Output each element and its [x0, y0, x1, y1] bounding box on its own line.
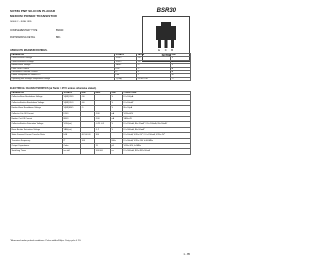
table-cell: -55 to +150 — [137, 77, 171, 80]
table-cell: V(BR)CBO — [63, 95, 81, 100]
table-cell: Cobo — [63, 143, 81, 148]
table-cell: hFE — [63, 133, 81, 138]
table-cell: -5 — [81, 106, 95, 111]
table-cell: VEBO — [115, 64, 137, 67]
table-cell: ns — [111, 149, 123, 154]
table-cell: Output Capacitance — [11, 143, 63, 148]
table-cell: VCEO — [115, 60, 137, 63]
table-cell: Power Dissipation at Tamb=25°C — [11, 74, 115, 77]
table-cell: VCBO — [115, 57, 137, 60]
table-cell: -90 — [137, 57, 171, 60]
table-cell: -0.25 -0.5 — [95, 122, 111, 127]
table-cell: 300 — [95, 133, 111, 138]
table-cell: Operating and Storage Temperature Range — [11, 77, 115, 80]
table-cell: ICBO — [63, 111, 81, 116]
abs-max-table — [10, 53, 191, 81]
spec-complementary — [10, 30, 64, 32]
table-cell: nA — [111, 111, 123, 116]
table-cell: VCB=-10V, f=1MHz — [123, 143, 191, 148]
table-cell: fT — [63, 138, 81, 143]
pin-b-label: B — [171, 49, 174, 52]
table-cell: Static Forward Current Transfer Ratio — [11, 133, 63, 138]
table-cell: V — [171, 64, 191, 67]
spec-value: BSR40 — [56, 30, 64, 32]
col-unit: UNIT — [171, 54, 191, 57]
table-cell: °C — [171, 77, 191, 80]
table-cell: 100 — [81, 138, 95, 143]
table-row — [11, 77, 191, 80]
table-cell: nA — [111, 116, 123, 121]
col-parameter: PARAMETER — [11, 54, 115, 57]
table-cell: Emitter-Base Voltage — [11, 64, 115, 67]
table-cell: IC=-500mA, IB=-50mA* — [123, 127, 191, 132]
table-cell: -1.2 — [95, 127, 111, 132]
table-cell: V(BR)EBO — [63, 106, 81, 111]
table-row — [11, 149, 191, 154]
table-cell: Collector-Base Voltage — [11, 57, 115, 60]
table-cell: -60 — [81, 100, 95, 105]
pin-b — [171, 40, 174, 48]
header-title — [10, 9, 57, 18]
table-cell: Collector-Emitter Voltage — [11, 60, 115, 63]
pin-e-label: E — [158, 49, 161, 52]
table-cell: ton toff — [63, 149, 81, 154]
table-cell: -1 — [137, 71, 171, 74]
package-tab — [161, 22, 171, 27]
table-cell: VCB=-60V — [123, 111, 191, 116]
col-unit: UNIT — [111, 92, 123, 95]
table-cell: Collector Cut-Off Current — [11, 111, 63, 116]
table-cell: VEB=-4V — [123, 116, 191, 121]
page-number: 1 - 85 — [183, 253, 190, 256]
spec-partmarking — [10, 37, 61, 39]
table-cell: V — [111, 106, 123, 111]
table-cell: IC=-100μA — [123, 95, 191, 100]
table-cell: Ptot — [115, 74, 137, 77]
title-line-1: SOT89 PNP SILICON PLANAR — [10, 9, 56, 13]
table-cell: IC=-150mA, IB=-15mA* / IC=-500mA, IB=-50mA* — [123, 122, 191, 127]
table-cell: Tj:Tstg — [115, 77, 137, 80]
footnote: *Measured under pulsed conditions. Pulse width=300μs. Duty cycle ≤ 2% — [10, 240, 81, 242]
electrical-table — [10, 91, 191, 155]
electrical-title: ELECTRICAL CHARACTERISTICS (at Tamb = 25°C unless otherwise stated). — [10, 87, 97, 90]
table-cell: 100 600 — [95, 149, 111, 154]
table-cell — [81, 149, 95, 154]
table-cell: VCE(sat) — [63, 122, 81, 127]
table-cell: V — [171, 60, 191, 63]
pin-c-label: C — [164, 49, 167, 52]
table-cell: Collector-Emitter Breakdown Voltage — [11, 100, 63, 105]
spec-label: PARTMARKING DETAIL — [10, 37, 36, 39]
package-label: SOT89 — [161, 53, 171, 57]
table-cell: Transition Frequency — [11, 138, 63, 143]
table-cell: IC=-10mA, VCE=-5V* / IC=-150mA, VCE=-2V* — [123, 133, 191, 138]
table-cell: IC=-10mA* — [123, 100, 191, 105]
abs-max-title: ABSOLUTE MAXIMUM RATINGS. — [10, 49, 48, 52]
table-cell: VBE(sat) — [63, 127, 81, 132]
table-cell: -100 — [95, 111, 111, 116]
spec-label: COMPLEMENTARY TYPE — [10, 30, 38, 32]
table-cell: V — [111, 100, 123, 105]
col-symbol: SYMBOL — [115, 54, 137, 57]
col-parameter: PARAMETER — [11, 92, 63, 95]
title-line-2: MEDIUM POWER TRANSISTOR — [10, 13, 57, 18]
table-cell: V — [171, 57, 191, 60]
table-cell: Peak Pulse Current — [11, 67, 115, 70]
table-cell: V — [111, 95, 123, 100]
table-cell: A — [171, 67, 191, 70]
table-cell: A — [171, 71, 191, 74]
table-cell: -90 — [81, 95, 95, 100]
table-cell: IC — [115, 71, 137, 74]
table-cell: Emitter-Base Breakdown Voltage — [11, 106, 63, 111]
table-cell: V — [111, 122, 123, 127]
pin-c — [165, 40, 168, 48]
col-symbol: SYMBOL — [63, 92, 81, 95]
table-cell: IE=-10μA — [123, 106, 191, 111]
package-body — [156, 26, 176, 40]
table-cell: 15 — [95, 143, 111, 148]
issue-line: ISSUE 2 - JUNE 1995 — [10, 21, 32, 23]
table-cell: -5 — [137, 64, 171, 67]
table-cell: IC=-500mA, IB1=-IB2=-50mA — [123, 149, 191, 154]
col-min: MIN. — [81, 92, 95, 95]
table-cell: Collector-Emitter Saturation Voltage — [11, 122, 63, 127]
table-cell: MHz — [111, 138, 123, 143]
table-cell: Continuous Collector Current — [11, 71, 115, 74]
table-cell: V(BR)CEO — [63, 100, 81, 105]
part-number: BSR30 — [156, 8, 176, 14]
spec-value: BR1 — [56, 37, 61, 39]
table-cell: pF — [111, 143, 123, 148]
table-cell: IC=-50mA, VCE=-10V f=100MHz — [123, 138, 191, 143]
table-cell: ICM — [115, 67, 137, 70]
table-cell: V — [111, 127, 123, 132]
table-cell: -2 — [137, 67, 171, 70]
col-value: VALUE — [137, 54, 171, 57]
table-cell: -100 — [95, 116, 111, 121]
table-cell: IEBO — [63, 116, 81, 121]
table-cell: Emitter Cut-Off Current — [11, 116, 63, 121]
table-cell: 40 100 40 — [81, 133, 95, 138]
table-cell: Base-Emitter Saturation Voltage — [11, 127, 63, 132]
col-max: MAX. — [95, 92, 111, 95]
col-conditions: CONDITIONS. — [123, 92, 191, 95]
table-cell: Collector-Base Breakdown Voltage — [11, 95, 63, 100]
table-cell: Switching Times — [11, 149, 63, 154]
table-cell: W — [171, 74, 191, 77]
pin-e — [158, 40, 161, 48]
table-cell: -60 — [137, 60, 171, 63]
table-cell: 1 — [137, 74, 171, 77]
